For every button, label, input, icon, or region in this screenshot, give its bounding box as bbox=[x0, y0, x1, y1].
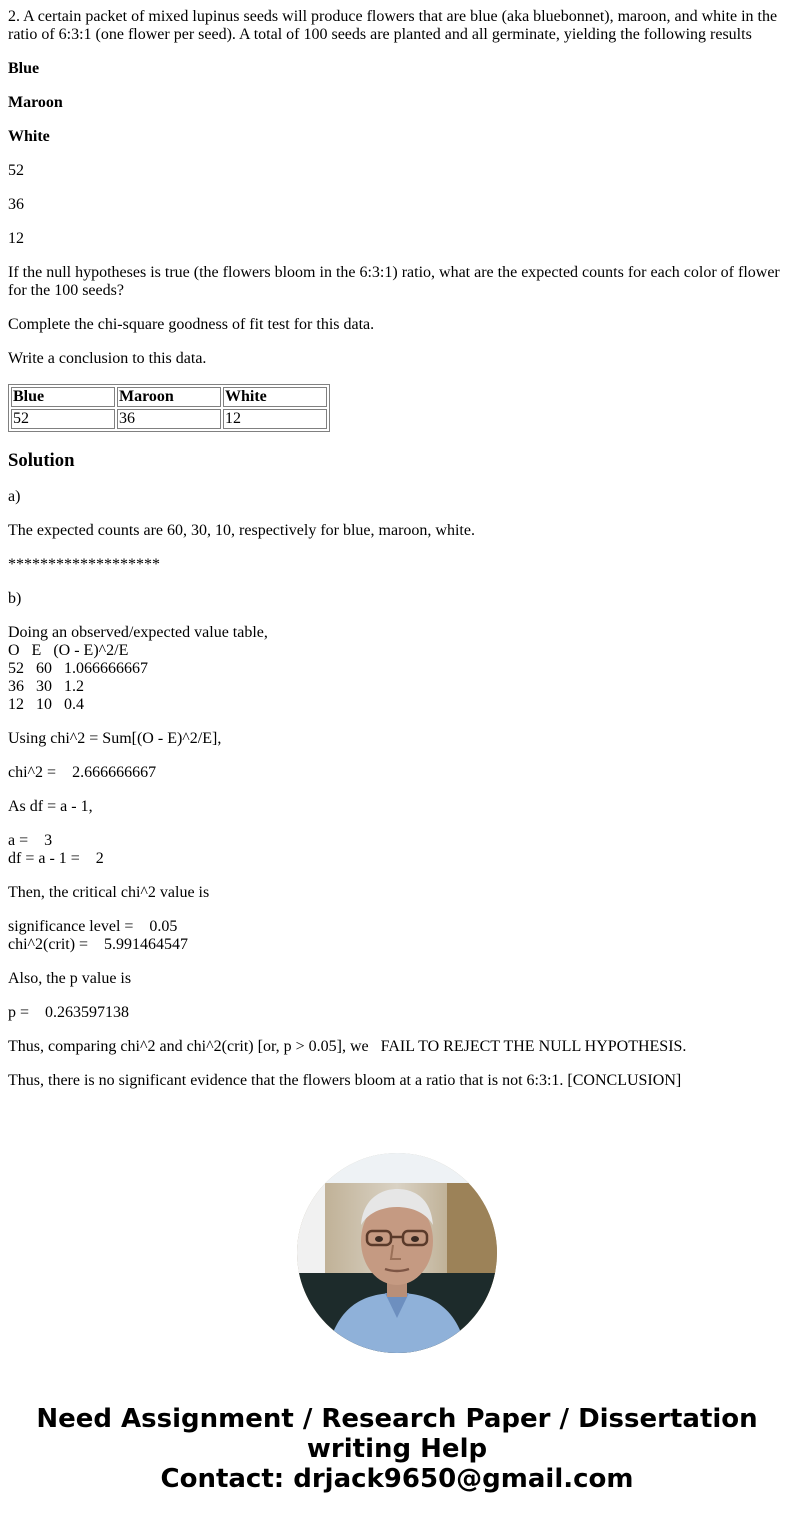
question-part-b: Complete the chi-square goodness of fit test for this data. bbox=[8, 316, 375, 333]
result-value-white: 12 bbox=[8, 230, 24, 247]
solution-heading: Solution bbox=[8, 450, 75, 471]
solution-a-label: a) bbox=[8, 488, 21, 505]
solution-a-text: The expected counts are 60, 30, 10, respectively for blue, maroon, white. bbox=[8, 522, 475, 539]
significance-level: significance level = 0.05 bbox=[8, 918, 178, 935]
table-header-cell: Maroon bbox=[117, 387, 221, 407]
promo-line: Need Assignment / Research Paper / Dissertation bbox=[36, 1404, 758, 1434]
oe-line: O E (O - E)^2/E bbox=[8, 642, 129, 659]
promo-contact: Contact: drjack9650@gmail.com bbox=[160, 1464, 634, 1494]
table-row bbox=[11, 409, 327, 429]
solution-separator: ******************* bbox=[8, 556, 160, 573]
table-cell: 52 bbox=[11, 409, 115, 429]
question-intro: 2. A certain packet of mixed lupinus seeds will produce flowers that are blue (aka bluebonnet), maroon, and white in the ratio of 6:3:1 (one flower per seed). A total of 100 seeds are planted and all germinate, yielding the following results bbox=[8, 8, 778, 43]
comparison-text: Thus, comparing chi^2 and chi^2(crit) [or, p > 0.05], we FAIL TO REJECT THE NULL HYPOTHESIS. bbox=[8, 1038, 687, 1055]
table-header-cell: Blue bbox=[11, 387, 115, 407]
a-value: a = 3 bbox=[8, 832, 53, 849]
critical-value: chi^2(crit) = 5.991464547 bbox=[8, 936, 189, 953]
question-part-a: If the null hypotheses is true (the flowers bloom in the 6:3:1) ratio, what are the expected counts for each color of flower for the 100 seeds? bbox=[8, 264, 780, 299]
promo-line: writing Help bbox=[306, 1434, 488, 1464]
author-portrait-icon bbox=[297, 1153, 497, 1353]
oe-line: 12 10 0.4 bbox=[8, 696, 84, 713]
author-avatar bbox=[297, 1153, 497, 1353]
oe-table-block bbox=[8, 624, 786, 714]
table-header-cell: White bbox=[223, 387, 327, 407]
conclusion-text: Thus, there is no significant evidence that the flowers bloom at a ratio that is not 6:3:1. [CONCLUSION] bbox=[8, 1072, 682, 1089]
result-header-maroon: Maroon bbox=[8, 94, 63, 111]
result-header-blue: Blue bbox=[8, 60, 40, 77]
question-part-c: Write a conclusion to this data. bbox=[8, 350, 207, 367]
promo-banner bbox=[0, 1404, 794, 1494]
critical-block bbox=[8, 918, 786, 954]
oe-line: 36 30 1.2 bbox=[8, 678, 84, 695]
table-cell: 12 bbox=[223, 409, 327, 429]
p-value: p = 0.263597138 bbox=[8, 1004, 130, 1021]
critical-intro: Then, the critical chi^2 value is bbox=[8, 884, 210, 901]
df-value: df = a - 1 = 2 bbox=[8, 850, 104, 867]
oe-intro: Doing an observed/expected value table, bbox=[8, 624, 268, 641]
df-intro: As df = a - 1, bbox=[8, 798, 93, 815]
oe-line: 52 60 1.066666667 bbox=[8, 660, 148, 677]
result-value-blue: 52 bbox=[8, 162, 24, 179]
chi2-value: chi^2 = 2.666666667 bbox=[8, 764, 157, 781]
solution-b-label: b) bbox=[8, 590, 22, 607]
table-cell: 36 bbox=[117, 409, 221, 429]
result-header-white: White bbox=[8, 128, 50, 145]
observed-table bbox=[8, 384, 330, 432]
result-value-maroon: 36 bbox=[8, 196, 24, 213]
p-intro: Also, the p value is bbox=[8, 970, 132, 987]
df-block bbox=[8, 832, 786, 868]
using-formula: Using chi^2 = Sum[(O - E)^2/E], bbox=[8, 730, 222, 747]
table-header-row bbox=[11, 387, 327, 407]
